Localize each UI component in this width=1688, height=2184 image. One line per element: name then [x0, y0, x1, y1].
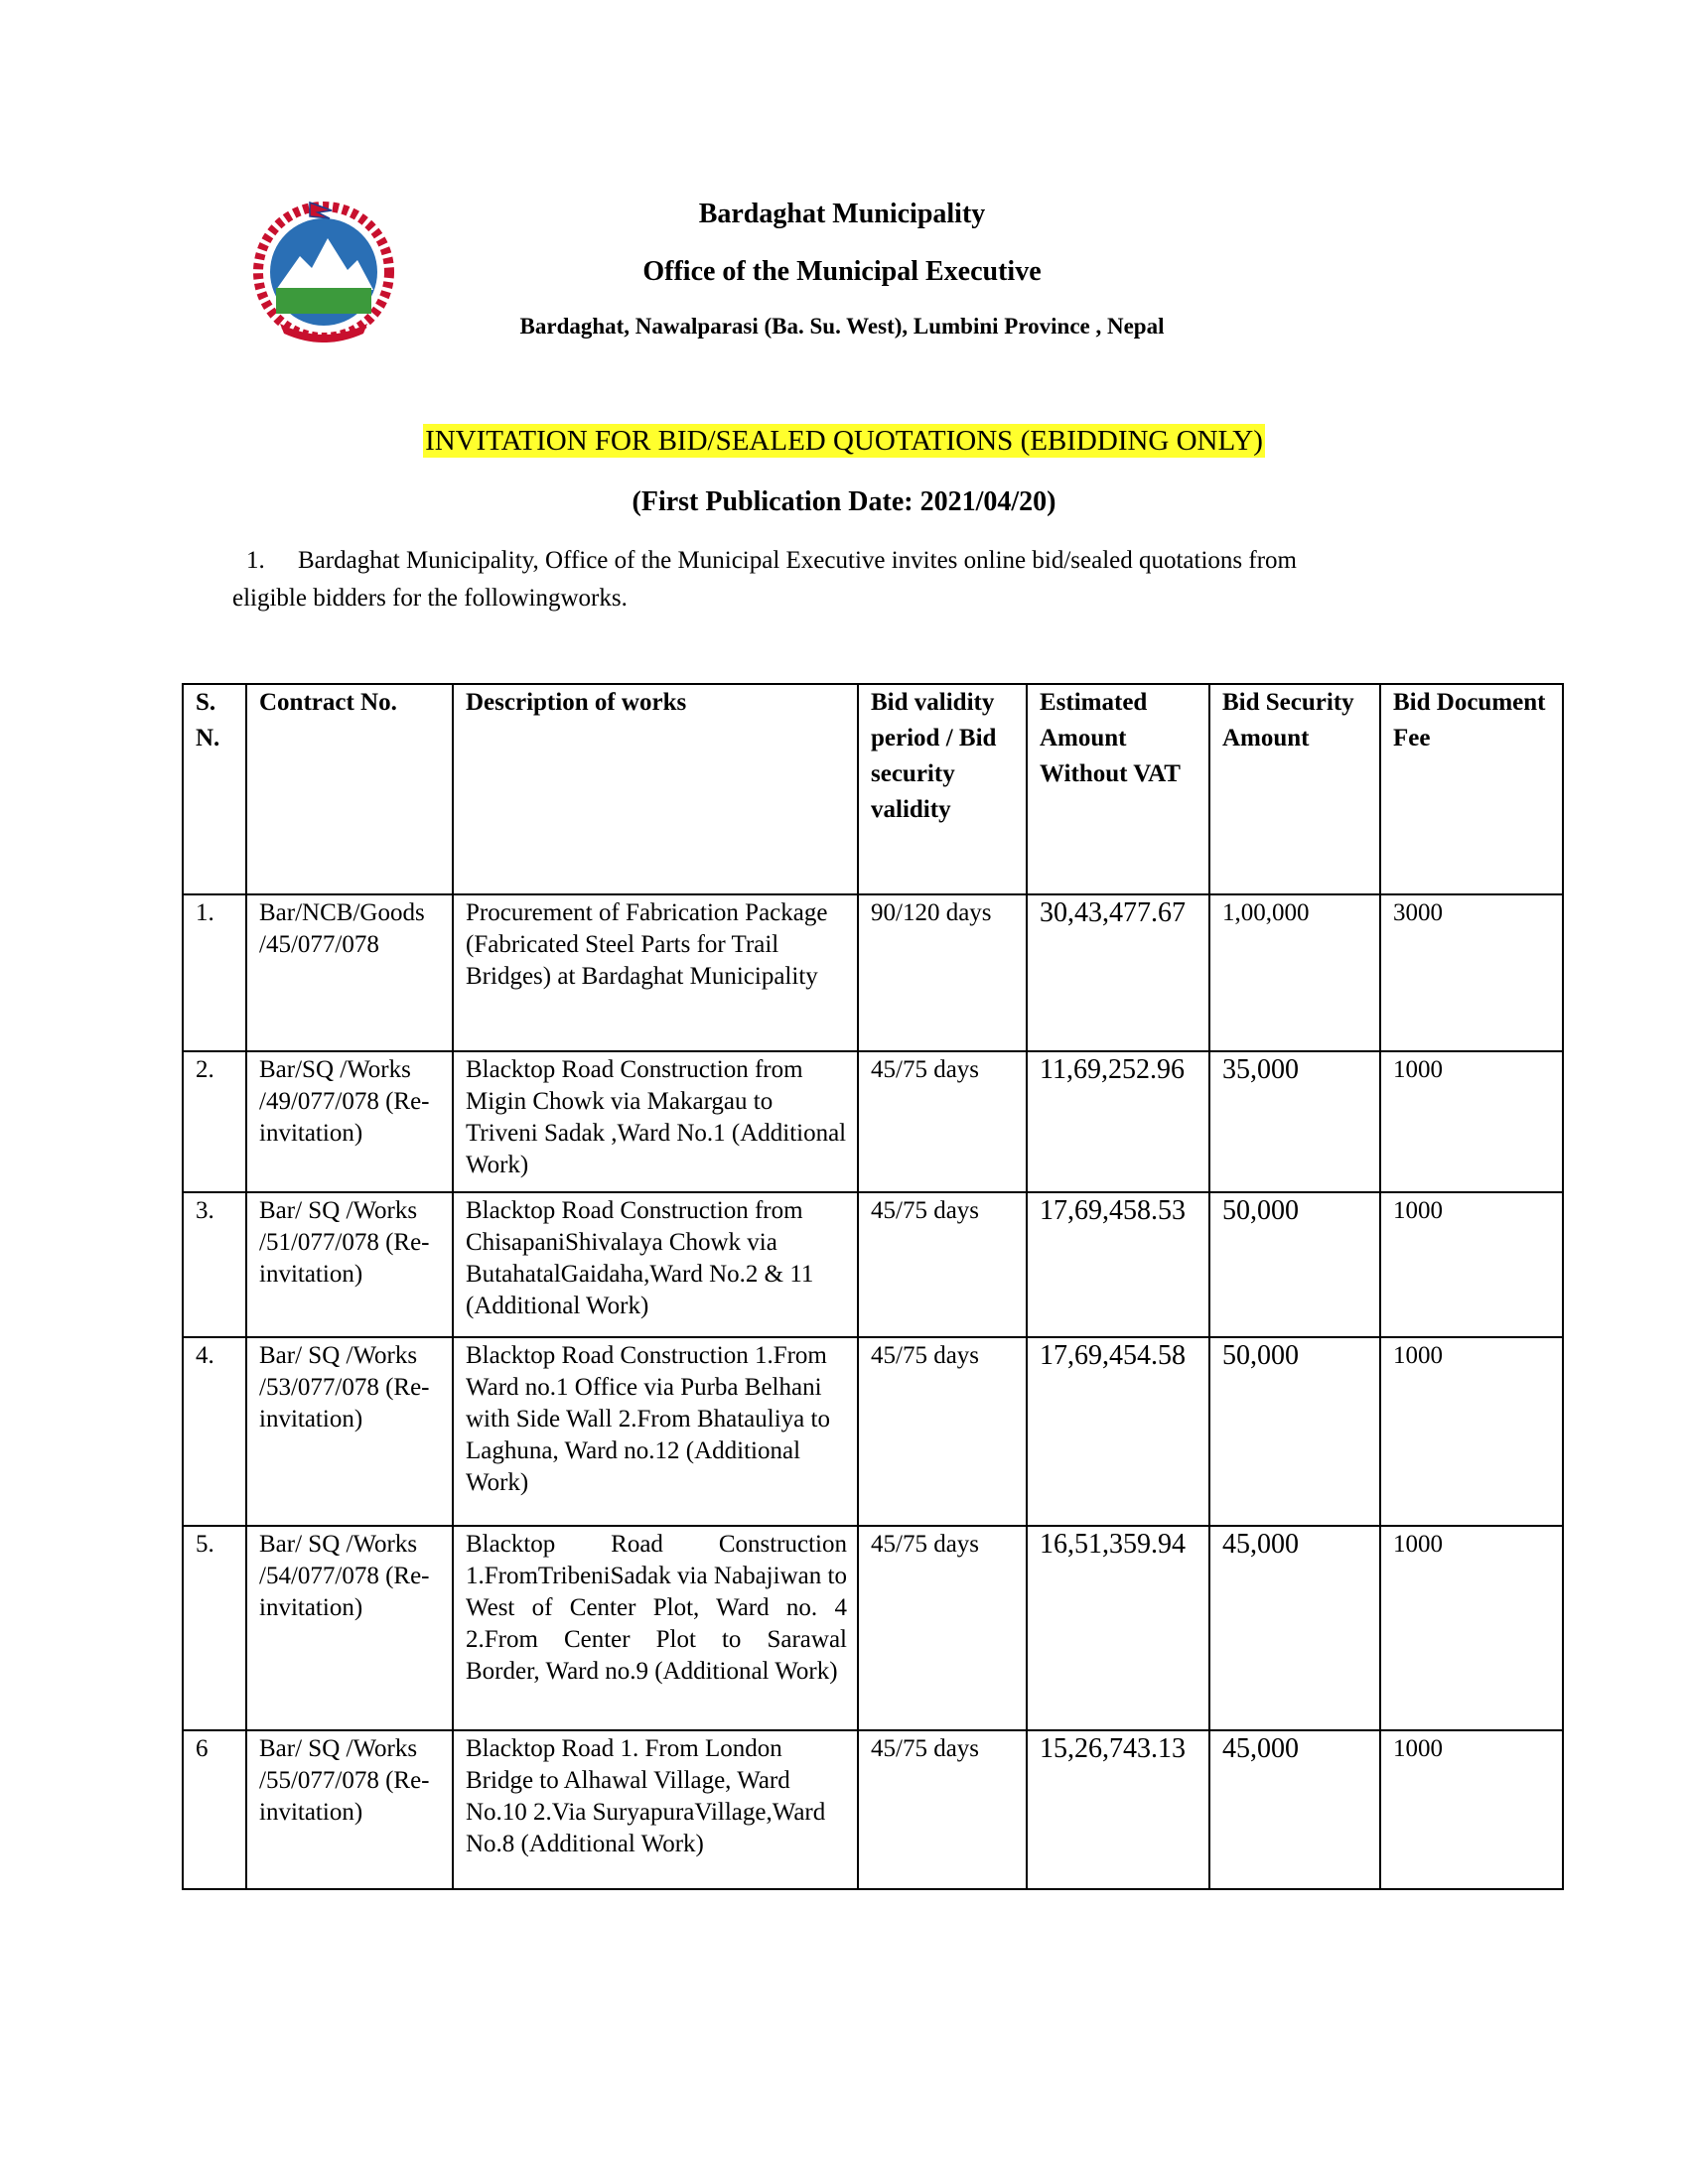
cell-sn: 4. — [183, 1337, 246, 1526]
notice-title: INVITATION FOR BID/SEALED QUOTATIONS (EBIDDING ONLY) — [425, 425, 1263, 457]
cell-estimated-amount: 30,43,477.67 — [1027, 894, 1209, 1051]
cell-sn: 6 — [183, 1730, 246, 1889]
cell-contract-no: Bar/ SQ /Works /54/077/078 (Re-invitation) — [246, 1526, 453, 1730]
cell-bid-validity: 45/75 days — [858, 1526, 1027, 1730]
cell-estimated-amount: 16,51,359.94 — [1027, 1526, 1209, 1730]
header-description: Description of works — [453, 684, 858, 894]
table-row — [183, 1337, 1563, 1526]
table-row — [183, 1051, 1563, 1192]
table-header-row — [183, 684, 1563, 894]
cell-estimated-amount: 11,69,252.96 — [1027, 1051, 1209, 1192]
header-document-fee: Bid Document Fee — [1380, 684, 1563, 894]
cell-bid-security: 50,000 — [1209, 1337, 1380, 1526]
table-row — [183, 1730, 1563, 1889]
office-name: Office of the Municipal Executive — [642, 256, 1042, 287]
notice-title-container — [0, 425, 1688, 458]
office-address: Bardaghat, Nawalparasi (Ba. Su. West), Lumbini Province , Nepal — [519, 314, 1165, 339]
cell-description: Procurement of Fabrication Package (Fabricated Steel Parts for Trail Bridges) at Bardaghat Municipality — [453, 894, 858, 1051]
cell-contract-no: Bar/SQ /Works /49/077/078 (Re-invitation) — [246, 1051, 453, 1192]
intro-text-line2: eligible bidders for the followingworks. — [232, 585, 628, 612]
header-bid-validity: Bid validity period / Bid security validity — [858, 684, 1027, 894]
cell-contract-no: Bar/ SQ /Works /55/077/078 (Re-invitation) — [246, 1730, 453, 1889]
cell-contract-no: Bar/ SQ /Works /53/077/078 (Re-invitation) — [246, 1337, 453, 1526]
intro-text-line1: Bardaghat Municipality, Office of the Municipal Executive invites online bid/sealed quotations from — [298, 547, 1297, 574]
cell-document-fee: 1000 — [1380, 1526, 1563, 1730]
bid-table — [182, 683, 1564, 1890]
cell-description: Blacktop Road Construction 1.FromTribeniSadak via Nabajiwan to West of Center Plot, Ward no. 4 2.From Center Plot to Sarawal Border, Ward no.9 (Additional Work) — [453, 1526, 858, 1730]
header-bid-security: Bid Security Amount — [1209, 684, 1380, 894]
cell-document-fee: 1000 — [1380, 1051, 1563, 1192]
table-row — [183, 894, 1563, 1051]
header-sn: S. N. — [183, 684, 246, 894]
cell-sn: 5. — [183, 1526, 246, 1730]
intro-number: 1. — [246, 547, 265, 574]
cell-sn: 1. — [183, 894, 246, 1051]
publication-date: (First Publication Date: 2021/04/20) — [632, 486, 1056, 517]
cell-bid-validity: 45/75 days — [858, 1192, 1027, 1337]
cell-estimated-amount: 17,69,458.53 — [1027, 1192, 1209, 1337]
table-row — [183, 1192, 1563, 1337]
cell-bid-validity: 45/75 days — [858, 1730, 1027, 1889]
cell-estimated-amount: 15,26,743.13 — [1027, 1730, 1209, 1889]
cell-bid-validity: 45/75 days — [858, 1051, 1027, 1192]
table-row — [183, 1526, 1563, 1730]
intro-paragraph — [232, 542, 1424, 617]
cell-document-fee: 1000 — [1380, 1337, 1563, 1526]
header-estimated-amount: Estimated Amount Without VAT — [1027, 684, 1209, 894]
cell-bid-security: 45,000 — [1209, 1730, 1380, 1889]
cell-sn: 3. — [183, 1192, 246, 1337]
cell-bid-validity: 45/75 days — [858, 1337, 1027, 1526]
cell-bid-validity: 90/120 days — [858, 894, 1027, 1051]
cell-description: Blacktop Road Construction from Migin Chowk via Makargau to Triveni Sadak ,Ward No.1 (Additional Work) — [453, 1051, 858, 1192]
cell-description: Blacktop Road 1. From London Bridge to Alhawal Village, Ward No.10 2.Via SuryapuraVillage,Ward No.8 (Additional Work) — [453, 1730, 858, 1889]
cell-document-fee: 1000 — [1380, 1730, 1563, 1889]
cell-sn: 2. — [183, 1051, 246, 1192]
cell-description: Blacktop Road Construction 1.From Ward no.1 Office via Purba Belhani with Side Wall 2.From Bhatauliya to Laghuna, Ward no.12 (Additional Work) — [453, 1337, 858, 1526]
cell-estimated-amount: 17,69,454.58 — [1027, 1337, 1209, 1526]
cell-bid-security: 35,000 — [1209, 1051, 1380, 1192]
cell-contract-no: Bar/NCB/Goods /45/077/078 — [246, 894, 453, 1051]
cell-contract-no: Bar/ SQ /Works /51/077/078 (Re-invitation) — [246, 1192, 453, 1337]
cell-document-fee: 3000 — [1380, 894, 1563, 1051]
cell-bid-security: 1,00,000 — [1209, 894, 1380, 1051]
organization-name: Bardaghat Municipality — [698, 199, 986, 229]
cell-description: Blacktop Road Construction from ChisapaniShivalaya Chowk via ButahatalGaidaha,Ward No.2 & 11 (Additional Work) — [453, 1192, 858, 1337]
cell-bid-security: 45,000 — [1209, 1526, 1380, 1730]
cell-bid-security: 50,000 — [1209, 1192, 1380, 1337]
header-contract-no: Contract No. — [246, 684, 453, 894]
cell-document-fee: 1000 — [1380, 1192, 1563, 1337]
